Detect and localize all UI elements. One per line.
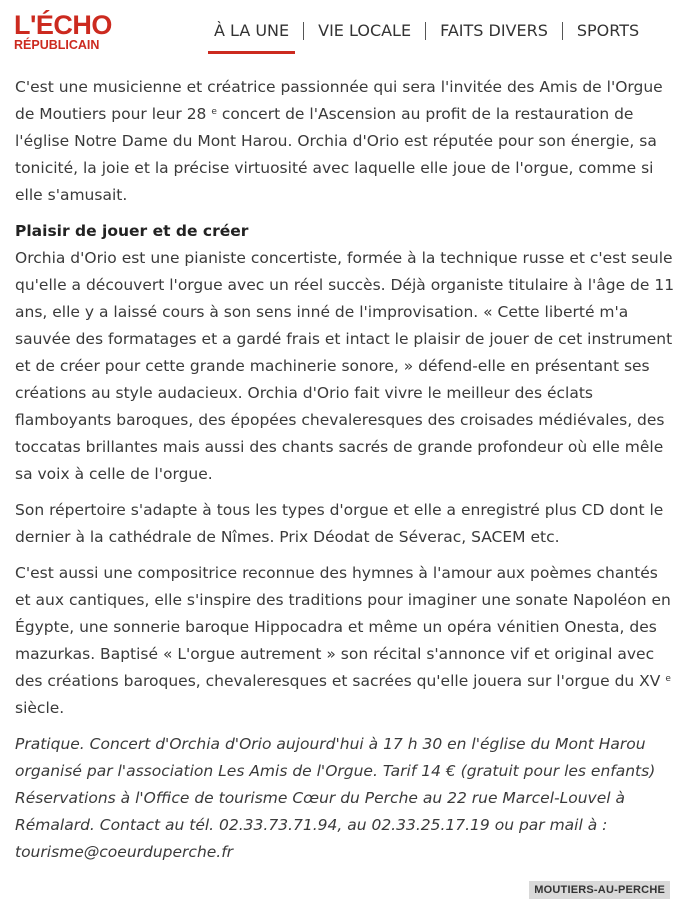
intro-text-b: concert de l'Ascension au profit de la restauration de l'église Notre Dame du Mont Harou. Orchia d'Orio est réputée pour son énergie, sa tonicité, la joie et la précise virtuosité avec laquelle elle joue de l'orgue, comme si elle s'amusait.: [15, 105, 657, 204]
logo-main-text: L'ÉCHO: [14, 10, 112, 40]
nav-item-faits-divers[interactable]: FAITS DIVERS: [440, 21, 548, 40]
article-body: [15, 74, 675, 875]
nav-item-sports[interactable]: SPORTS: [576, 21, 640, 40]
ordinal-suffix: e: [665, 674, 671, 684]
logo-sub-text: RÉPUBLICAIN: [14, 38, 100, 52]
article-paragraph: Son répertoire s'adapte à tous les types d'orgue et elle a enregistré plus CD dont le dernier à la cathédrale de Nîmes. Prix Déodat de Séverac, SACEM etc.: [15, 501, 664, 546]
paragraph-text-a: C'est aussi une compositrice reconnue des hymnes à l'amour aux poèmes chantés et aux cantiques, elle s'inspire des traditions pour imaginer une sonate Napoléon en Égypte, une sonnerie baroque Hippocadra et même un opéra vénitien Onesta, des mazurkas. Baptisé « L'orgue autrement » son récital s'annonce vif et original avec des créations baroques, chevaleresques et sacrées qu'elle jouera sur l'orgue du XV: [15, 564, 671, 690]
intro-text-a: C'est une musicienne et créatrice passionnée qui sera l'invitée des Amis de l'Orgue de Moutiers pour leur 28: [15, 78, 663, 123]
practical-info: Pratique. Concert d'Orchia d'Orio aujourd'hui à 17 h 30 en l'église du Mont Harou organisé par l'association Les Amis de l'Orgue. Tarif 14 € (gratuit pour les enfants) Réservations à l'Office de tourisme Cœur du Perche au 22 rue Marcel-Louvel à Rémalard. Contact au tél. 02.33.73.71.94, au 02.33.25.17.19 ou par mail à : tourisme@coeurduperche.fr: [15, 735, 656, 861]
ordinal-suffix: e: [211, 107, 217, 117]
article-subtitle: Plaisir de jouer et de créer: [15, 222, 249, 240]
nav-item-a-la-une[interactable]: À LA UNE: [200, 19, 303, 43]
site-header: [0, 0, 683, 62]
paragraph-text-b: siècle.: [15, 699, 65, 717]
article-paragraph: [15, 560, 675, 722]
main-nav: [200, 0, 653, 62]
site-logo[interactable]: [14, 12, 112, 52]
article-intro: [15, 74, 675, 209]
article-paragraph: Orchia d'Orio est une pianiste concertiste, formée à la technique russe et c'est seule qu'elle a découvert l'orgue avec un réel succès. Déjà organiste titulaire à l'âge de 11 ans, elle y a laissé cours à son sens inné de l'improvisation. « Cette liberté m'a sauvée des formatages et a gardé frais et intact le plaisir de jouer de cet instrument et de créer pour cette grande machinerie sonore, » défend-elle en présentant ses créations au style audacieux. Orchia d'Orio fait vivre le meilleur des éclats flamboyants baroques, des épopées chevaleresques des croisades médiévales, des toccatas brillantes mais aussi des chants sacrés de grande profondeur où elle mêle sa voix à celle de l'orgue.: [15, 249, 675, 483]
nav-item-vie-locale[interactable]: VIE LOCALE: [318, 21, 412, 40]
location-tag[interactable]: MOUTIERS-AU-PERCHE: [529, 881, 670, 899]
